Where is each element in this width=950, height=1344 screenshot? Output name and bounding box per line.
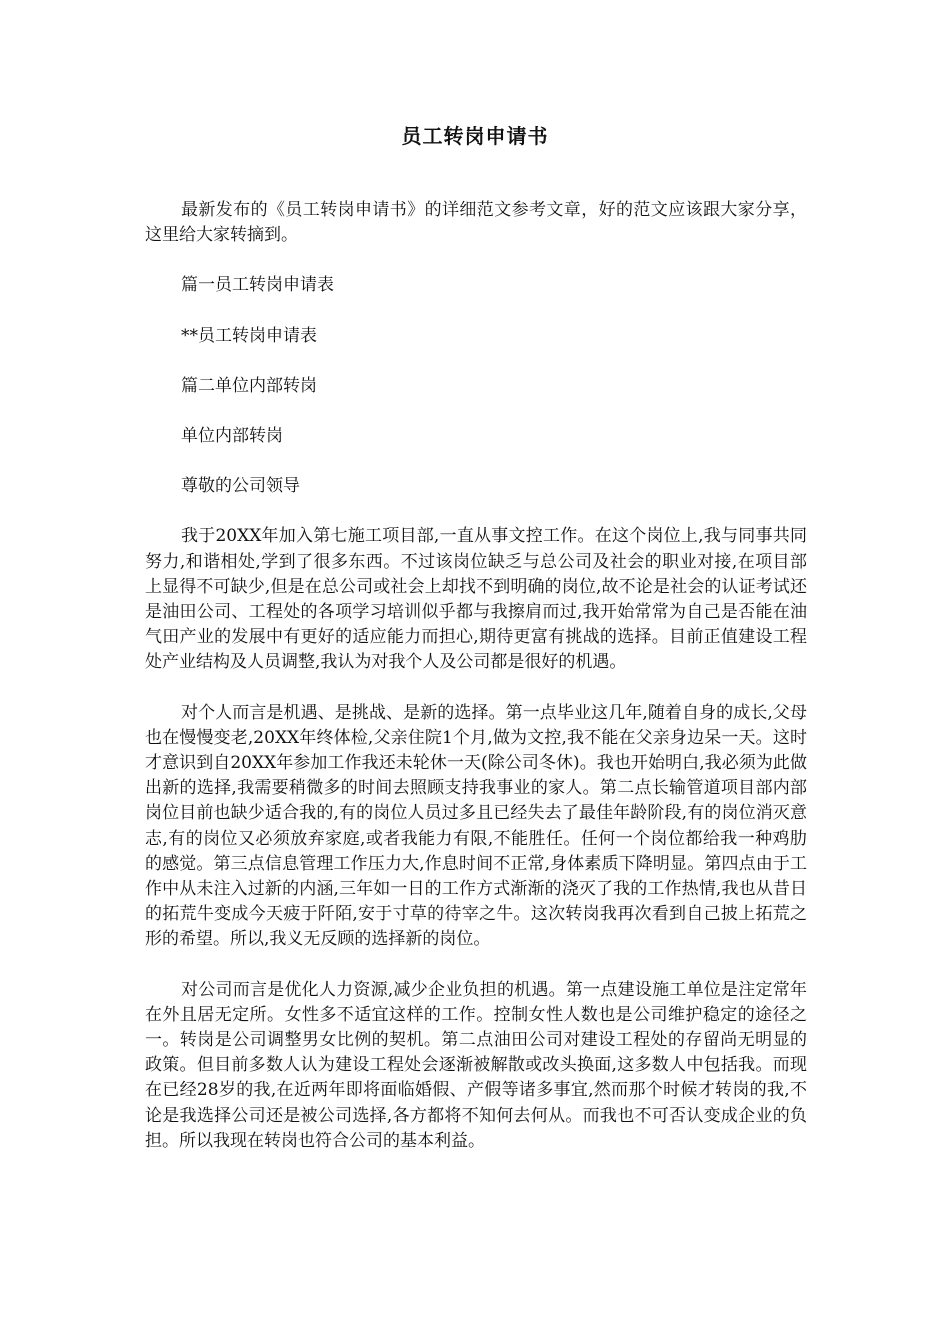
- letter-subject: 单位内部转岗: [181, 426, 283, 447]
- form-title: **员工转岗申请表: [181, 325, 317, 346]
- section-heading-1: 篇一员工转岗申请表: [181, 275, 334, 296]
- letter-salutation: 尊敬的公司领导: [181, 476, 300, 497]
- document-body: [145, 198, 807, 1154]
- body-paragraph-1: 我于20XX年加入第七施工项目部,一直从事文控工作。在这个岗位上,我与同事共同努力,和谐相处,学到了很多东西。不过该岗位缺乏与总公司及社会的职业对接,在项目部上显得不可缺少,但是在总公司或社会上却找不到明确的岗位,故不论是社会的认证考试还是油田公司、工程处的各项学习培训似乎都与我擦肩而过,我开始常常为自己是否能在油气田产业的发展中有更好的适应能力而担心,期待更富有挑战的选择。目前正值建设工程处产业结构及人员调整,我认为对我个人及公司都是很好的机遇。: [145, 526, 807, 673]
- body-paragraph-3: 对公司而言是优化人力资源,减少企业负担的机遇。第一点建设施工单位是注定常年在外且居无定所。女性多不适宜这样的工作。控制女性人数也是公司维护稳定的途径之一。转岗是公司调整男女比例的契机。第二点油田公司对建设工程处的存留尚无明显的政策。但目前多数人认为建设工程处会逐渐被解散或改头换面,这多数人中包括我。而现在已经28岁的我,在近两年即将面临婚假、产假等诸多事宜,然而那个时候才转岗的我,不论是我选择公司还是被公司选择,各方都将不知何去何从。而我也不可否认变成企业的负担。所以我现在转岗也符合公司的基本利益。: [145, 979, 807, 1151]
- intro-paragraph: 最新发布的《员工转岗申请书》的详细范文参考文章，好的范文应该跟大家分享，这里给大家转摘到。: [145, 200, 807, 246]
- document-title: 员工转岗申请书: [401, 124, 549, 148]
- body-paragraph-2: 对个人而言是机遇、是挑战、是新的选择。第一点毕业这几年,随着自身的成长,父母也在慢慢变老,20XX年终体检,父亲住院1个月,做为文控,我不能在父亲身边呆一天。这时才意识到自20XX年参加工作我还未轮休一天(除公司冬休)。我也开始明白,我必须为此做出新的选择,我需要稍微多的时间去照顾支持我事业的家人。第二点长输管道项目部内部岗位目前也缺少适合我的,有的岗位人员过多且已经失去了最佳年龄阶段,有的岗位消灭意志,有的岗位又必须放弃家庭,或者我能力有限,不能胜任。任何一个岗位都给我一种鸡肋的感觉。第三点信息管理工作压力大,作息时间不正常,身体素质下降明显。第四点由于工作中从未注入过新的内涵,三年如一日的工作方式渐渐的浇灭了我的工作热情,我也从昔日的拓荒牛变成今天疲于阡陌,安于寸草的待宰之牛。这次转岗我再次看到自己披上拓荒之形的希望。所以,我义无反顾的选择新的岗位。: [145, 702, 807, 950]
- section-heading-2: 篇二单位内部转岗: [181, 375, 317, 396]
